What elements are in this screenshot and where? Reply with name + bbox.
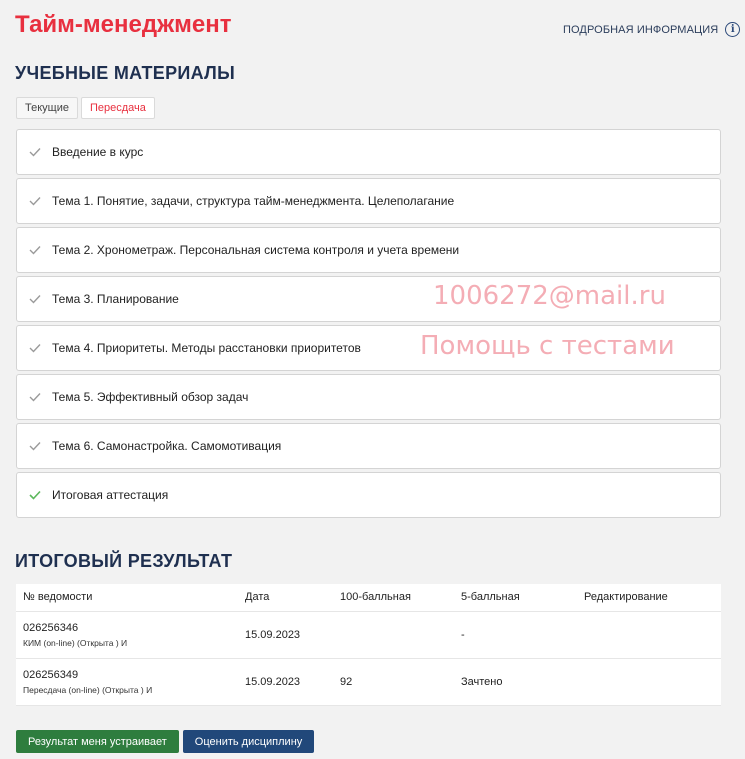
module-label: Итоговая аттестация (52, 488, 169, 502)
module-item[interactable] (16, 227, 721, 273)
cell-date: 15.09.2023 (238, 611, 333, 658)
module-list (16, 129, 721, 521)
module-label: Тема 5. Эффективный обзор задач (52, 390, 249, 404)
module-item[interactable] (16, 423, 721, 469)
check-icon (17, 245, 52, 255)
watermark-email: 1006272@mail.ru (433, 281, 666, 311)
module-label: Введение в курс (52, 145, 144, 159)
check-icon-complete (17, 490, 52, 500)
module-item[interactable] (16, 472, 721, 518)
tab-current[interactable]: Текущие (16, 97, 78, 119)
more-info-label[interactable]: ПОДРОБНАЯ ИНФОРМАЦИЯ (563, 23, 719, 36)
record-number: 026256346 (23, 621, 79, 634)
course-title: Тайм-менеджмент (15, 11, 232, 38)
cell-edit (577, 658, 721, 705)
tab-retake[interactable]: Пересдача (81, 97, 155, 119)
results-table (16, 584, 721, 706)
module-label: Тема 4. Приоритеты. Методы расстановки приоритетов (52, 341, 361, 355)
cell-score100 (333, 611, 454, 658)
module-label: Тема 3. Планирование (52, 292, 179, 306)
cell-score5: - (454, 611, 577, 658)
record-type: КИМ (on-line) (Открыта ) И (23, 637, 128, 648)
cell-score5: Зачтено (454, 658, 577, 705)
check-icon (17, 196, 52, 206)
module-label: Тема 2. Хронометраж. Персональная система контроля и учета времени (52, 243, 460, 257)
module-item[interactable] (16, 129, 721, 175)
check-icon (17, 441, 52, 451)
rate-discipline-button[interactable]: Оценить дисциплину (183, 730, 315, 753)
column-header: 5-балльная (454, 584, 577, 611)
check-icon (17, 294, 52, 304)
module-label: Тема 1. Понятие, задачи, структура тайм-менеджмента. Целеполагание (52, 194, 455, 208)
cell-number (16, 658, 238, 705)
column-header: Редактирование (577, 584, 721, 611)
accept-result-button[interactable]: Результат меня устраивает (16, 730, 179, 753)
info-icon[interactable]: i (725, 22, 740, 37)
cell-number (16, 611, 238, 658)
record-type: Пересдача (on-line) (Открыта ) И (23, 684, 153, 695)
action-bar (16, 730, 314, 753)
materials-tabs (16, 97, 155, 119)
results-section-title: ИТОГОВЫЙ РЕЗУЛЬТАТ (15, 551, 233, 571)
module-item[interactable] (16, 325, 721, 371)
check-icon (17, 343, 52, 353)
check-icon (17, 147, 52, 157)
materials-section-title: УЧЕБНЫЕ МАТЕРИАЛЫ (15, 63, 236, 83)
column-header: № ведомости (16, 584, 238, 611)
column-header: Дата (238, 584, 333, 611)
module-item[interactable] (16, 374, 721, 420)
table-row (16, 658, 721, 705)
table-header-row (16, 584, 721, 611)
table-row (16, 611, 721, 658)
column-header: 100-балльная (333, 584, 454, 611)
cell-date: 15.09.2023 (238, 658, 333, 705)
module-label: Тема 6. Самонастройка. Самомотивация (52, 439, 282, 453)
cell-score100: 92 (333, 658, 454, 705)
module-item[interactable] (16, 276, 721, 322)
more-info-link[interactable] (563, 22, 740, 37)
record-number: 026256349 (23, 668, 79, 681)
check-icon (17, 392, 52, 402)
watermark-text: Помощь с тестами (420, 331, 675, 361)
cell-edit (577, 611, 721, 658)
module-item[interactable] (16, 178, 721, 224)
